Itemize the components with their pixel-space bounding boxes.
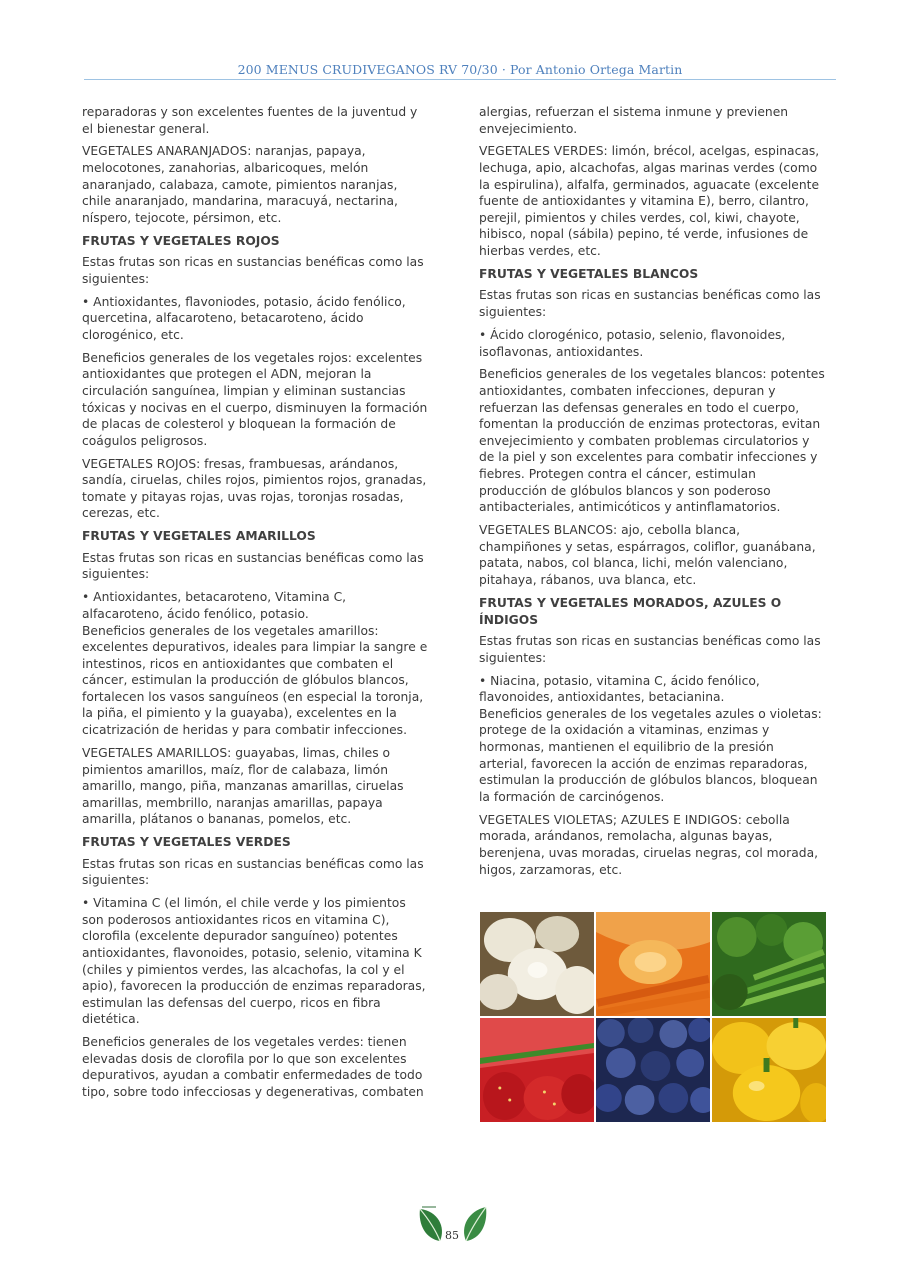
- vegetables-photo-collage: [480, 912, 826, 1122]
- paragraph: Estas frutas son ricas en sustancias benéficas como las siguientes:: [82, 255, 424, 286]
- bullet-item: • Antioxidantes, flavoniodes, potasio, ácido fenólico, quercetina, alfacaroteno, betacaroteno, ácido clorogénico, etc.: [82, 294, 406, 342]
- paragraph: reparadoras y son excelentes fuentes de la juventud y el bienestar general.: [82, 105, 418, 136]
- paragraph: Beneficios generales de los vegetales amarillos: excelentes depurativos, ideales para limpiar la sangre e intestinos, ricos en antioxidantes que combaten el cáncer, estimulan la producción de glóbulos blancos, fortalecen los vasos sanguíneos (en especial la toronja, la piña, el pimiento y la guayaba), excelentes en la cicatrización de heridas y para combatir infecciones.: [82, 623, 428, 738]
- bullet-item: • Niacina, potasio, vitamina C, ácido fenólico, flavonoides, antioxidantes, betacianina.: [479, 673, 760, 705]
- section-heading-verdes: FRUTAS Y VEGETALES VERDES: [82, 835, 291, 850]
- white-onions-image: [480, 912, 594, 1016]
- paragraph: VEGETALES AMARILLOS: guayabas, limas, chiles o pimientos amarillos, maíz, flor de calabaza, limón amarillo, mango, piña, manzanas amarillas, ciruelas amarillas, membrillo, naranjas amarillas, papaya amarilla, plátanos o bananas, pomelos, etc.: [82, 745, 404, 827]
- left-column: [82, 104, 428, 1107]
- section-heading-morados: FRUTAS Y VEGETALES MORADOS, AZULES O ÍNDIGOS: [479, 595, 782, 627]
- section-heading-amarillos: FRUTAS Y VEGETALES AMARILLOS: [82, 529, 316, 544]
- leaf-logo-icon: [416, 1205, 490, 1249]
- paragraph: Beneficios generales de los vegetales verdes: tienen elevadas dosis de clorofila por lo que son excelentes depurativos, ayudan a combatir enfermedades de todo tipo, sobre todo infecciosas y degenerativas, combaten: [82, 1035, 424, 1100]
- bullet-item: • Antioxidantes, betacaroteno, Vitamina C, alfacaroteno, ácido fenólico, potasio.: [82, 590, 347, 621]
- paragraph: Estas frutas son ricas en sustancias benéficas como las siguientes:: [479, 288, 821, 320]
- section-heading-blancos: FRUTAS Y VEGETALES BLANCOS: [479, 266, 699, 281]
- paragraph: VEGETALES VERDES: limón, brécol, acelgas, espinacas, lechuga, apio, alcachofas, algas marinas verdes (como la espirulina), alfalfa, germinados, aguacate (excelente fuente de antioxidantes y vitamina E), berro, cilantro, perejil, pimientos y chiles verdes, col, kiwi, chayote, hibisco, nopal (sábila) pepino, té verde, infusiones de hierbas verdes, etc.: [479, 144, 820, 259]
- blueberries-image: [596, 1018, 710, 1122]
- red-strawberries-image: [480, 1018, 594, 1122]
- header-divider: [84, 79, 836, 80]
- paragraph: VEGETALES ROJOS: fresas, frambuesas, arándanos, sandía, ciruelas, chiles rojos, pimientos rojos, granadas, tomate y pitayas rojas, uvas rojas, toronjas rosadas, cerezas, etc.: [82, 456, 427, 521]
- page-number: 85: [445, 1229, 459, 1242]
- yellow-peppers-image: [712, 1018, 826, 1122]
- paragraph: Estas frutas son ricas en sustancias benéficas como las siguientes:: [82, 550, 424, 582]
- paragraph: Beneficios generales de los vegetales blancos: potentes antioxidantes, combaten infecciones, depuran y refuerzan las defensas generales en todo el cuerpo, fomentan la producción de enzimas protectoras, evitan envejecimiento y combaten problemas circulatorios y de la piel y son excelentes para combatir infecciones y fiebres. Protegen contra el cáncer, estimulan producción de glóbulos blancos y son poderoso antibacteriales, antimicóticos y antinflamatorios.: [479, 367, 825, 515]
- orange-pumpkin-image: [596, 912, 710, 1016]
- section-heading-rojos: FRUTAS Y VEGETALES ROJOS: [82, 233, 280, 248]
- running-header: 200 MENUS CRUDIVEGANOS RV 70/30 · Por Antonio Ortega Martin: [237, 62, 683, 77]
- bullet-item: • Vitamina C (el limón, el chile verde y los pimientos son poderosos antioxidantes ricos en vitamina C), clorofila (excelente depurador sanguíneo) potentes antioxidantes, flavonoides, potasio, selenio, vitamina K (chiles y pimientos verdes, las alcachofas, la col y el apio), favorecen la producción de enzimas reparadoras, estimulan las defensas del cuerpo, ricos en fibra dietética.: [82, 896, 426, 1027]
- paragraph: VEGETALES VIOLETAS; AZULES E INDIGOS: cebolla morada, arándanos, remolacha, algunas bayas, berenjena, uvas moradas, ciruelas negras, col morada, higos, zarzamoras, etc.: [479, 812, 819, 877]
- paragraph: alergias, refuerzan el sistema inmune y previenen envejecimiento.: [479, 105, 789, 136]
- paragraph: Estas frutas son ricas en sustancias benéficas como las siguientes:: [82, 856, 424, 888]
- green-vegetables-image: [712, 912, 826, 1016]
- paragraph: Beneficios generales de los vegetales azules o violetas: protege de la oxidación a vitaminas, enzimas y hormonas, mantienen el equilibrio de la presión arterial, favorecen la acción de enzimas reparadoras, estimulan la producción de glóbulos blancos, bloquean la formación de carcinógenos.: [479, 706, 822, 804]
- bullet-item: • Ácido clorogénico, potasio, selenio, flavonoides, isoflavonas, antioxidantes.: [479, 327, 786, 359]
- paragraph: Estas frutas son ricas en sustancias benéficas como las siguientes:: [479, 634, 821, 665]
- paragraph: VEGETALES BLANCOS: ajo, cebolla blanca, champiñones y setas, espárragos, coliflor, guanábana, patata, nabos, col blanca, lichi, melón valenciano, pitahaya, rábanos, uva blanca, etc.: [479, 523, 816, 587]
- paragraph: VEGETALES ANARANJADOS: naranjas, papaya, melocotones, zanahorias, albaricoques, melón anaranjado, calabaza, camote, pimientos naranjas, chile anaranjado, mandarina, maracuyá, nectarina, níspero, tejocote, pérsimon, etc.: [82, 144, 398, 225]
- paragraph: Beneficios generales de los vegetales rojos: excelentes antioxidantes que protegen el ADN, mejoran la circulación sanguínea, limpian y eliminan sustancias tóxicas y nocivas en el cuerpo, disminuyen la formación de placas de colesterol y bloquean la formación de coágulos peligrosos.: [82, 350, 428, 448]
- right-column: [479, 104, 825, 884]
